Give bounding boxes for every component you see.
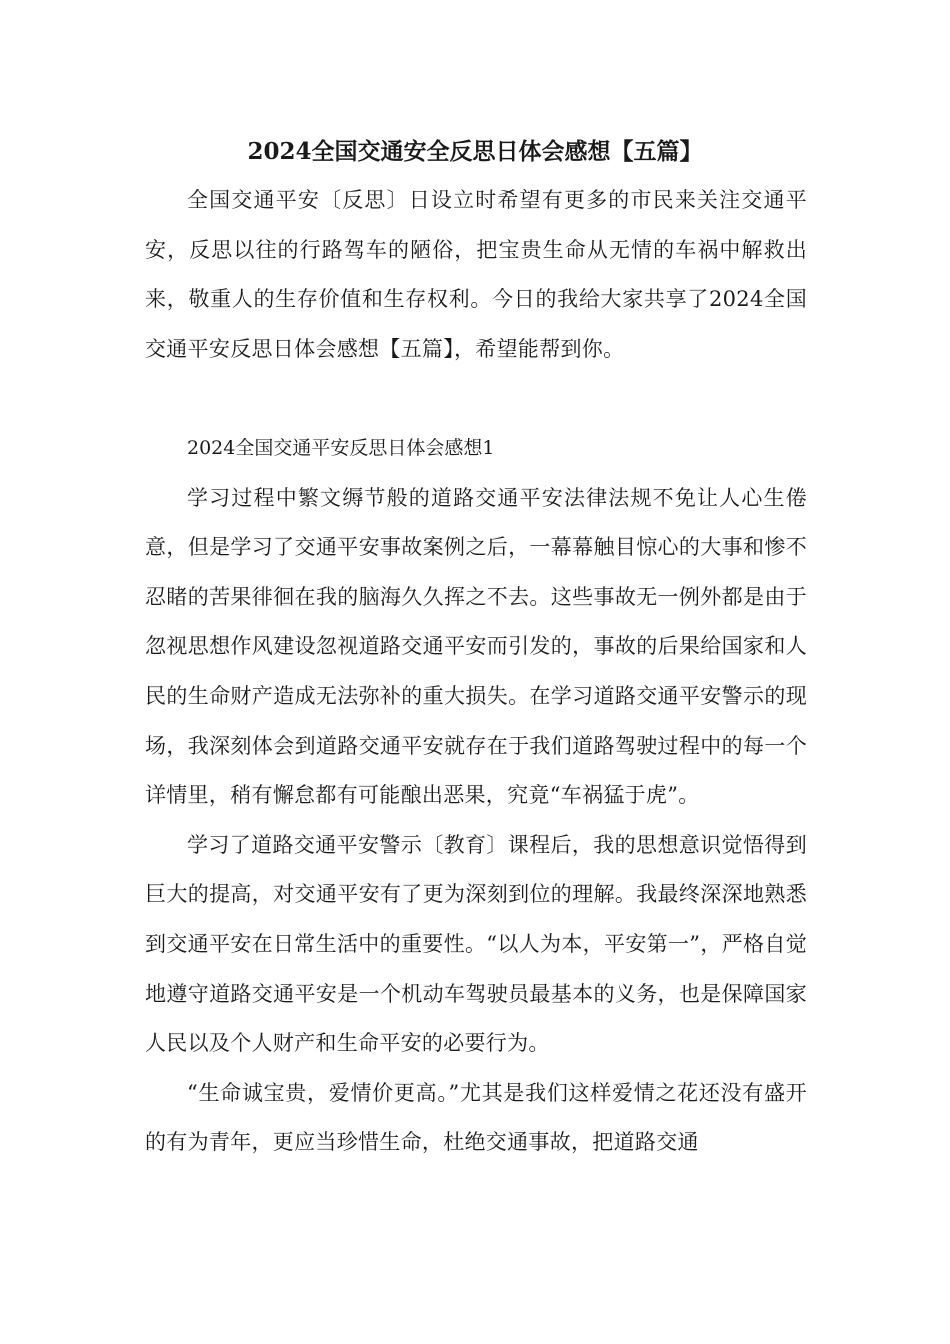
- intro-block: [145, 176, 807, 374]
- document-title: 2024全国交通安全反思日体会感想【五篇】: [247, 138, 703, 165]
- body-paragraph-1: 学习过程中繁文缛节般的道路交通平安法律法规不免让人心生倦意，但是学习了交通平安事故案例之后，一幕幕触目惊心的大事和惨不忍睹的苦果徘徊在我的脑海久久挥之不去。这些事故无一例外都是由于忽视思想作风建设忽视道路交通平安而引发的，事故的后果给国家和人民的生命财产造成无法弥补的重大损失。在学习道路交通平安警示的现场，我深刻体会到道路交通平安就存在于我们道路驾驶过程中的每一个详情里，稍有懈怠都有可能酿出恶果，究竟“车祸猛于虎”。: [145, 485, 807, 808]
- body-paragraph-2: 学习了道路交通平安警示〔教育〕课程后，我的思想意识觉悟得到巨大的提高，对交通平安有了更为深刻到位的理解。我最终深深地熟悉到交通平安在日常生活中的重要性。“以人为本，平安第一”，严格自觉地遵守道路交通平安是一个机动车驾驶员最基本的义务，也是保障国家人民以及个人财产和生命平安的必要行为。: [145, 832, 807, 1056]
- body-paragraph-3: “生命诚宝贵，爱情价更高。”尤其是我们这样爱情之花还没有盛开的有为青年，更应当珍惜生命，杜绝交通事故，把道路交通: [145, 1080, 807, 1155]
- section-1: [145, 424, 807, 1168]
- intro-paragraph: 全国交通平安〔反思〕日设立时希望有更多的市民来关注交通平安，反思以往的行路驾车的陋俗，把宝贵生命从无情的车祸中解救出来，敬重人的生存价值和生存权利。今日的我给大家共享了2024全国交通平安反思日体会感想【五篇】，希望能帮到你。: [145, 188, 807, 361]
- section-heading: 2024全国交通平安反思日体会感想1: [187, 437, 495, 459]
